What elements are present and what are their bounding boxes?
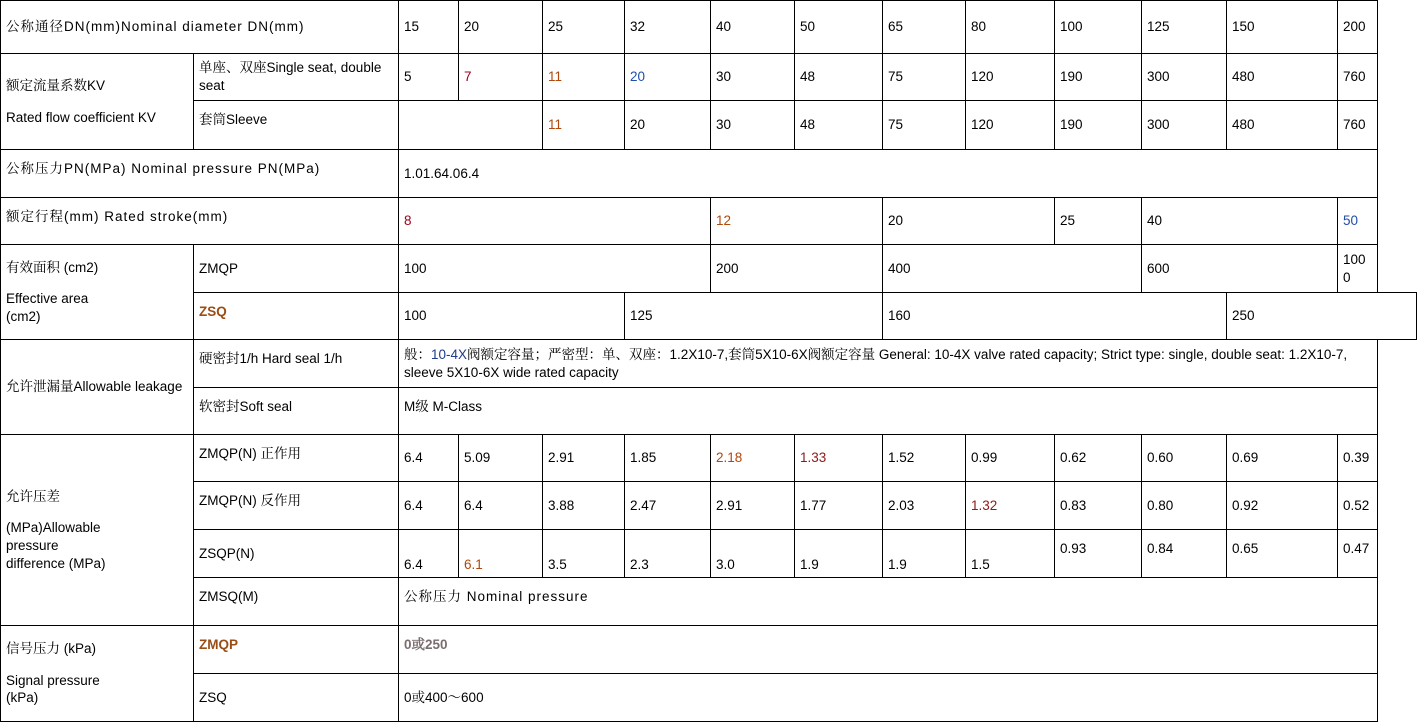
kv-single-value: 30 bbox=[711, 54, 795, 101]
kv-sleeve-empty bbox=[399, 101, 543, 150]
area-zmqp-label: ZMQP bbox=[194, 245, 399, 293]
dp-zmqp-rev-value: 2.47 bbox=[625, 482, 711, 530]
kv-single-value: 5 bbox=[399, 54, 459, 101]
dp-zsqp-label: ZSQP(N) bbox=[194, 530, 399, 578]
dp-zsqp-value: 1.5 bbox=[966, 530, 1055, 578]
kv-label-en: Rated flow coefficient KV bbox=[6, 109, 156, 125]
dp-zmqp-rev-label: ZMQP(N) 反作用 bbox=[194, 482, 399, 530]
dp-zsqp-value: 6.4 bbox=[399, 530, 459, 578]
dp-zmqp-fwd-value: 1.33 bbox=[795, 435, 883, 482]
dp-zmqp-fwd-value: 0.99 bbox=[966, 435, 1055, 482]
dp-zmqp-fwd-value: 2.18 bbox=[711, 435, 795, 482]
kv-single-value: 300 bbox=[1142, 54, 1227, 101]
dp-zmqp-fwd-value: 0.60 bbox=[1142, 435, 1227, 482]
kv-sleeve-value: 120 bbox=[966, 101, 1055, 150]
dp-zmqp-fwd-value: 2.91 bbox=[543, 435, 625, 482]
dp-zmsq-label: ZMSQ(M) bbox=[194, 578, 399, 626]
kv-sleeve-value: 300 bbox=[1142, 101, 1227, 150]
dp-zmqp-fwd-value: 0.39 bbox=[1338, 435, 1377, 482]
dn-value: 15 bbox=[399, 1, 459, 54]
kv-single-value: 11 bbox=[543, 54, 625, 101]
table-row-pn bbox=[1, 150, 1417, 198]
stroke-value: 20 bbox=[883, 198, 1055, 245]
pn-value: 1.01.64.06.4 bbox=[399, 150, 1377, 198]
stroke-value: 25 bbox=[1055, 198, 1142, 245]
dp-zmqp-rev-value: 2.91 bbox=[711, 482, 795, 530]
area-zmqp-value: 200 bbox=[711, 245, 883, 293]
leakage-hard-rest: 阀额定容量；严密型：单、双座：1.2X10-7,套筒5X10-6X阀额定容量 General: 10-4X valve rated capacity; Strict type: single, double seat: 1.2X10-7, sleeve 5X10-6X wide rated capacity bbox=[404, 346, 1348, 380]
area-zsq-value: 125 bbox=[625, 293, 883, 340]
dp-zmqp-rev-value: 3.88 bbox=[543, 482, 625, 530]
area-zmqp-value: 1000 bbox=[1338, 245, 1377, 293]
kv-sleeve-value: 190 bbox=[1055, 101, 1142, 150]
dp-zmqp-rev-value: 6.4 bbox=[399, 482, 459, 530]
area-zmqp-value: 100 bbox=[399, 245, 711, 293]
dp-zmqp-rev-value: 1.77 bbox=[795, 482, 883, 530]
kv-single-value: 7 bbox=[459, 54, 543, 101]
stroke-label: 额定行程(mm) Rated stroke(mm) bbox=[1, 198, 399, 245]
dn-value: 80 bbox=[966, 1, 1055, 54]
area-label-en: Effective area bbox=[6, 291, 89, 307]
kv-sleeve-value: 760 bbox=[1338, 101, 1377, 150]
area-label-unit: (cm2) bbox=[6, 308, 41, 324]
table-row-area-zmqp bbox=[1, 245, 1417, 293]
area-zsq-value: 100 bbox=[399, 293, 625, 340]
stroke-value: 40 bbox=[1142, 198, 1338, 245]
kv-single-label: 单座、双座Single seat, double seat bbox=[194, 54, 399, 101]
leakage-hard-highlight: 10-4X bbox=[431, 346, 468, 362]
dp-zsqp-value: 0.65 bbox=[1227, 530, 1338, 578]
signal-zsq-label: ZSQ bbox=[194, 674, 399, 722]
table-row-dp-zmqp-rev bbox=[1, 482, 1417, 530]
leakage-label: 允许泄漏量Allowable leakage bbox=[1, 340, 194, 435]
dp-zmqp-rev-value: 0.52 bbox=[1338, 482, 1377, 530]
dp-zmqp-fwd-value: 5.09 bbox=[459, 435, 543, 482]
signal-zsq-value: 0或400～600 bbox=[399, 674, 1377, 722]
dp-zmqp-fwd-value: 6.4 bbox=[399, 435, 459, 482]
area-zsq-label: ZSQ bbox=[194, 293, 399, 340]
area-zmqp-value: 400 bbox=[883, 245, 1142, 293]
dp-zmqp-fwd-value: 1.85 bbox=[625, 435, 711, 482]
area-zsq-value: 160 bbox=[883, 293, 1227, 340]
leakage-hard-prefix: 般： bbox=[404, 346, 432, 362]
dn-value: 65 bbox=[883, 1, 966, 54]
kv-single-value: 20 bbox=[625, 54, 711, 101]
table-row-kv-sleeve bbox=[1, 101, 1417, 150]
table-row-signal-zsq bbox=[1, 674, 1417, 722]
area-zmqp-value: 600 bbox=[1142, 245, 1338, 293]
leakage-hard-label: 硬密封1/h Hard seal 1/h bbox=[194, 340, 399, 388]
pn-label: 公称压力PN(MPa) Nominal pressure PN(MPa) bbox=[1, 150, 399, 198]
dp-label-cn: 允许压差 bbox=[6, 488, 60, 504]
stroke-value: 8 bbox=[399, 198, 711, 245]
signal-zmqp-value: 0或250 bbox=[399, 626, 1377, 674]
kv-single-value: 48 bbox=[795, 54, 883, 101]
dp-zmsq-value: 公称压力 Nominal pressure bbox=[399, 578, 1377, 626]
dp-zmqp-rev-value: 0.83 bbox=[1055, 482, 1142, 530]
dp-zsqp-value: 0.84 bbox=[1142, 530, 1227, 578]
kv-label-cn: 额定流量系数KV bbox=[6, 77, 106, 93]
dp-zsqp-value: 6.1 bbox=[459, 530, 543, 578]
table-row-dp-zsqp bbox=[1, 530, 1417, 578]
kv-sleeve-value: 11 bbox=[543, 101, 625, 150]
stroke-value: 12 bbox=[711, 198, 883, 245]
kv-sleeve-value: 480 bbox=[1227, 101, 1338, 150]
dp-zmqp-rev-value: 2.03 bbox=[883, 482, 966, 530]
table-row-area-zsq bbox=[1, 293, 1417, 340]
dp-zmqp-rev-value: 0.80 bbox=[1142, 482, 1227, 530]
table-row-dp-zmsq bbox=[1, 578, 1417, 626]
kv-sleeve-label: 套筒Sleeve bbox=[194, 101, 399, 150]
dn-value: 32 bbox=[625, 1, 711, 54]
table-row-dn bbox=[1, 1, 1417, 54]
dn-label: 公称通径DN(mm)Nominal diameter DN(mm) bbox=[1, 1, 399, 54]
dp-label-en-2: pressure bbox=[6, 538, 59, 553]
area-label-cn: 有效面积 (cm2) bbox=[6, 259, 99, 275]
kv-single-value: 190 bbox=[1055, 54, 1142, 101]
dn-value: 40 bbox=[711, 1, 795, 54]
leakage-soft-value: M级 M-Class bbox=[399, 388, 1377, 435]
dp-zsqp-value: 3.5 bbox=[543, 530, 625, 578]
table-row-kv-single bbox=[1, 54, 1417, 101]
dn-value: 20 bbox=[459, 1, 543, 54]
dp-zmqp-rev-value: 1.32 bbox=[966, 482, 1055, 530]
signal-label-en: Signal pressure bbox=[6, 672, 100, 688]
dp-zsqp-value: 0.93 bbox=[1055, 530, 1142, 578]
dp-zsqp-value: 0.47 bbox=[1338, 530, 1377, 578]
dn-value: 25 bbox=[543, 1, 625, 54]
kv-single-value: 480 bbox=[1227, 54, 1338, 101]
kv-sleeve-value: 20 bbox=[625, 101, 711, 150]
dn-value: 150 bbox=[1227, 1, 1338, 54]
dp-zsqp-value: 1.9 bbox=[883, 530, 966, 578]
dp-zmqp-fwd-value: 0.69 bbox=[1227, 435, 1338, 482]
dn-value: 125 bbox=[1142, 1, 1227, 54]
table-row-leakage-hard bbox=[1, 340, 1417, 388]
table-row-signal-zmqp bbox=[1, 626, 1417, 674]
area-zsq-value: 250 bbox=[1227, 293, 1417, 340]
kv-label bbox=[1, 54, 194, 150]
table-row-stroke bbox=[1, 198, 1417, 245]
signal-label bbox=[1, 626, 194, 722]
dp-zsqp-value: 2.3 bbox=[625, 530, 711, 578]
dp-label-en-3: difference (MPa) bbox=[6, 555, 106, 571]
dp-label bbox=[1, 435, 194, 626]
dp-zmqp-fwd-label: ZMQP(N) 正作用 bbox=[194, 435, 399, 482]
dp-zmqp-rev-value: 0.92 bbox=[1227, 482, 1338, 530]
dp-label-en-1: (MPa)Allowable bbox=[6, 520, 101, 536]
kv-single-value: 120 bbox=[966, 54, 1055, 101]
kv-single-value: 760 bbox=[1338, 54, 1377, 101]
dp-zmqp-fwd-value: 1.52 bbox=[883, 435, 966, 482]
stroke-value: 50 bbox=[1338, 198, 1377, 245]
leakage-soft-label: 软密封Soft seal bbox=[194, 388, 399, 435]
kv-single-value: 75 bbox=[883, 54, 966, 101]
kv-sleeve-value: 48 bbox=[795, 101, 883, 150]
dp-zsqp-value: 3.0 bbox=[711, 530, 795, 578]
dn-value: 100 bbox=[1055, 1, 1142, 54]
signal-zmqp-label: ZMQP bbox=[194, 626, 399, 674]
dp-zsqp-value: 1.9 bbox=[795, 530, 883, 578]
dn-value: 50 bbox=[795, 1, 883, 54]
dp-zmqp-rev-value: 6.4 bbox=[459, 482, 543, 530]
table-row-dp-zmqp-fwd bbox=[1, 435, 1417, 482]
dp-zmqp-fwd-value: 0.62 bbox=[1055, 435, 1142, 482]
signal-label-cn: 信号压力 (kPa) bbox=[6, 641, 97, 657]
signal-label-unit: (kPa) bbox=[6, 690, 39, 706]
table-row-leakage-soft bbox=[1, 388, 1417, 435]
kv-sleeve-value: 75 bbox=[883, 101, 966, 150]
area-label bbox=[1, 245, 194, 340]
leakage-hard-value bbox=[399, 340, 1377, 388]
kv-sleeve-value: 30 bbox=[711, 101, 795, 150]
dn-value: 200 bbox=[1338, 1, 1377, 54]
